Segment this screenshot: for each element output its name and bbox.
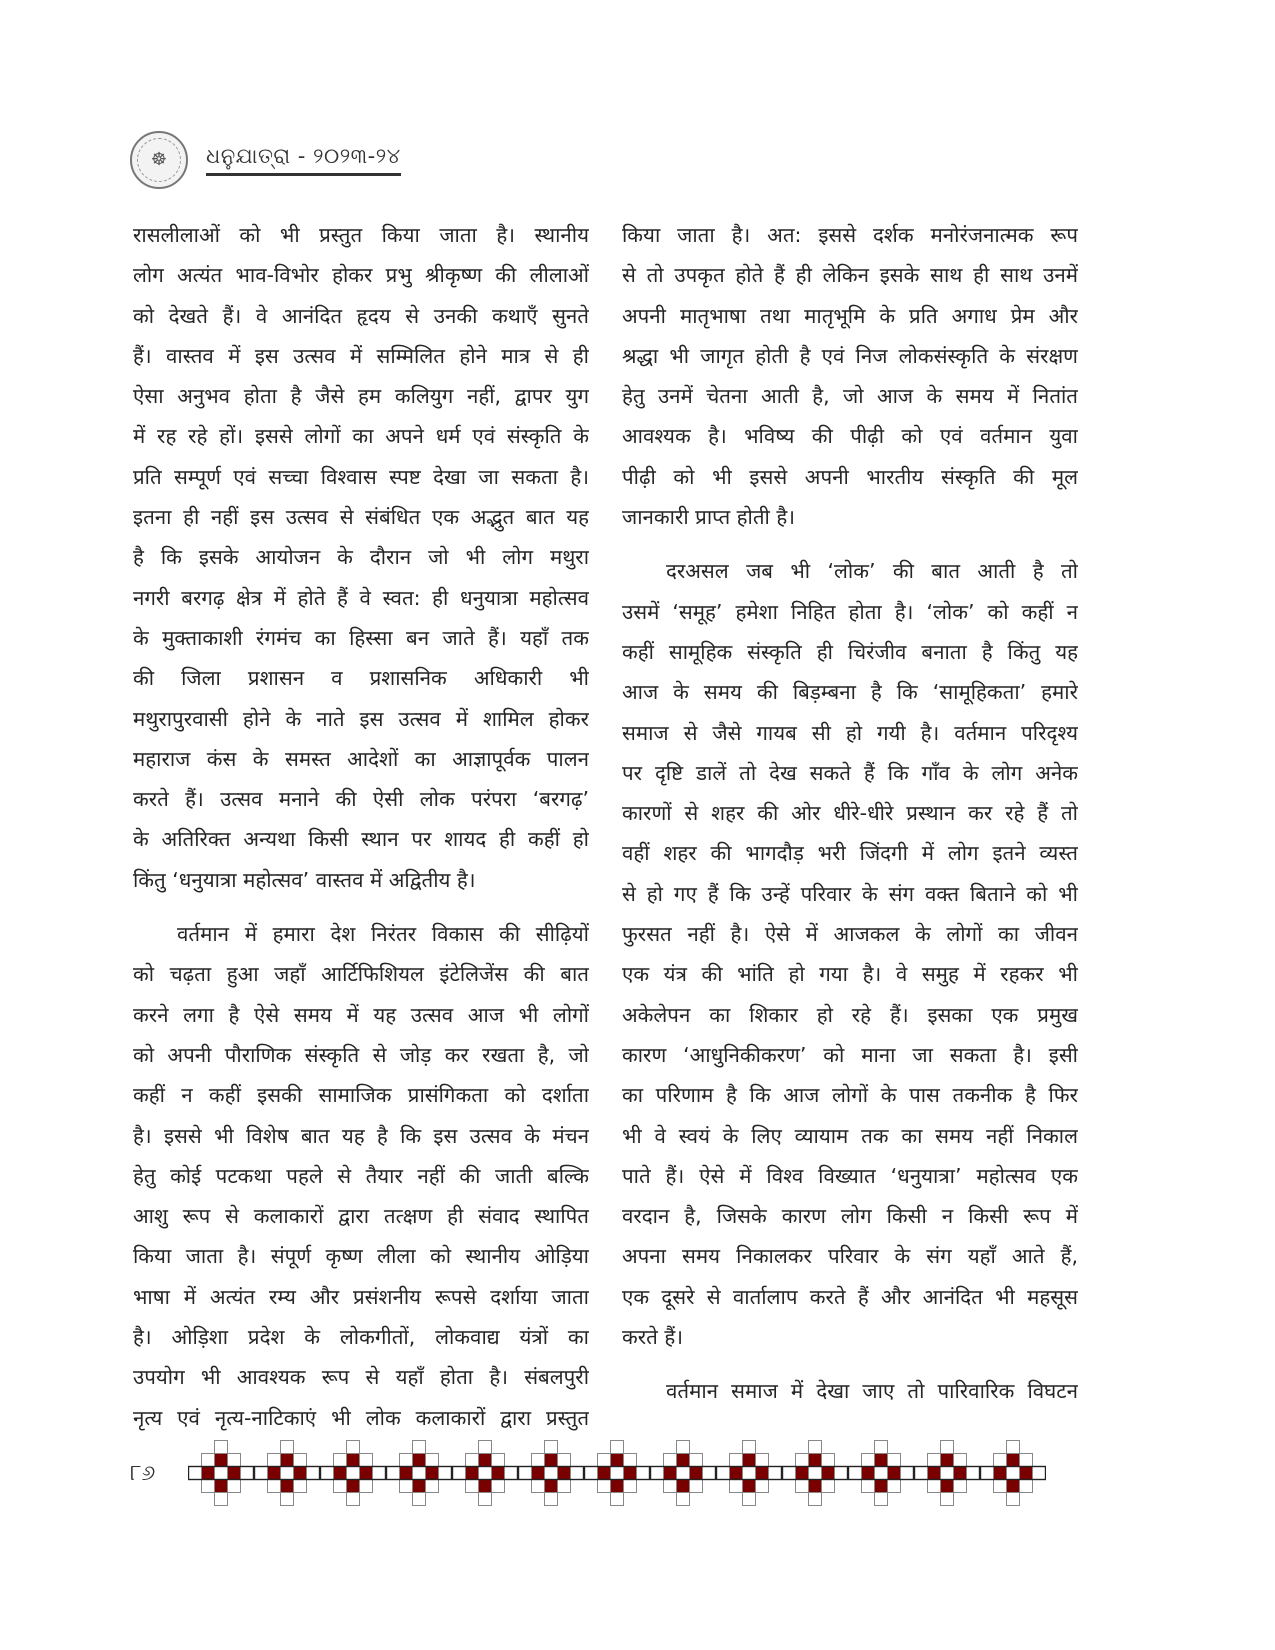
text-line: एक दूसरे से वार्तालाप करते हैं और आनंदित भी महसूस xyxy=(622,1284,1078,1309)
diamond-ornament-icon xyxy=(386,1440,452,1506)
text-line: ऐसा अनुभव होता है जैसे हम कलियुग नहीं, द्वापर युग xyxy=(133,384,589,409)
paragraph xyxy=(133,914,589,1438)
text-line: करते हैं। xyxy=(622,1325,683,1350)
text-line: भी वे स्वयं के लिए व्यायाम तक का समय नहीं निकाल xyxy=(622,1123,1078,1148)
diamond-ornament-icon xyxy=(848,1440,914,1506)
diamond-ornament-icon xyxy=(980,1440,1046,1506)
text-line: को देखते हैं। वे आनंदित हृदय से उनकी कथाएँ सुनते xyxy=(133,303,589,328)
text-line: पाते हैं। ऐसे में विश्व विख्यात ‘धनुयात्रा’ महोत्सव एक xyxy=(622,1163,1078,1188)
paragraph-gap xyxy=(622,537,1078,551)
text-line: के मुक्ताकाशी रंगमंच का हिस्सा बन जाते हैं। यहाँ तक xyxy=(133,625,589,650)
text-line: लोग अत्यंत भाव-विभोर होकर प्रभु श्रीकृष्ण की लीलाओं xyxy=(133,263,589,288)
text-line: उपयोग भी आवश्यक रूप से यहाँ होता है। संबलपुरी xyxy=(133,1365,589,1390)
text-line: करने लगा है ऐसे समय में यह उत्सव आज भी लोगों xyxy=(133,1002,589,1027)
text-line: रासलीलाओं को भी प्रस्तुत किया जाता है। स्थानीय xyxy=(133,223,589,247)
ornamental-border xyxy=(188,1440,1046,1506)
text-line: प्रति सम्पूर्ण एवं सच्चा विश्वास स्पष्ट देखा जा सकता है। xyxy=(133,464,589,489)
paragraph-gap xyxy=(622,1357,1078,1371)
page-number: ୮୬ xyxy=(130,1460,156,1486)
text-line: आवश्यक है। भविष्य की पीढ़ी को एवं वर्तमान युवा xyxy=(622,424,1078,449)
text-line: को चढ़ता हुआ जहाँ आर्टिफिशियल इंटेलिजेंस की बात xyxy=(133,962,589,987)
text-line: पर दृष्टि डालें तो देख सकते हैं कि गाँव के लोग अनेक xyxy=(622,760,1078,785)
diamond-ornament-icon xyxy=(254,1440,320,1506)
text-line: अपनी मातृभाषा तथा मातृभूमि के प्रति अगाध प्रेम और xyxy=(622,303,1078,328)
text-line: एक यंत्र की भांति हो गया है। वे समुह में रहकर भी xyxy=(622,962,1078,987)
text-line: आज के समय की बिड़म्बना है कि ‘सामूहिकता’ हमारे xyxy=(622,680,1078,705)
text-line: नृत्य एवं नृत्य-नाटिकाएं भी लोक कलाकारों द्वारा प्रस्तुत xyxy=(133,1405,589,1430)
diamond-ornament-icon xyxy=(914,1440,980,1506)
text-line: की जिला प्रशासन व प्रशासनिक अधिकारी भी xyxy=(133,666,589,691)
text-line: आशु रूप से कलाकारों द्वारा तत्क्षण ही संवाद स्थापित xyxy=(133,1204,589,1229)
text-line: कारणों से शहर की ओर धीरे-धीरे प्रस्थान कर रहे हैं तो xyxy=(622,801,1078,826)
diamond-ornament-icon xyxy=(584,1440,650,1506)
text-line: भाषा में अत्यंत रम्य और प्रसंशनीय रूपसे दर्शाया जाता xyxy=(133,1284,589,1309)
text-line: नगरी बरगढ़ क्षेत्र में होते हैं वे स्वत: ही धनुयात्रा महोत्सव xyxy=(133,585,589,610)
text-line: है कि इसके आयोजन के दौरान जो भी लोग मथुरा xyxy=(133,545,589,570)
paragraph-gap xyxy=(133,900,589,914)
diamond-ornament-icon xyxy=(188,1440,254,1506)
text-line: वर्तमान में हमारा देश निरंतर विकास की सीढ़ियों xyxy=(177,922,589,947)
page-header xyxy=(130,130,401,190)
text-line: अकेलेपन का शिकार हो रहे हैं। इसका एक प्रमुख xyxy=(622,1002,1078,1027)
text-line: वर्तमान समाज में देखा जाए तो पारिवारिक विघटन xyxy=(666,1379,1078,1404)
text-line: फुरसत नहीं है। ऐसे में आजकल के लोगों का जीवन xyxy=(622,922,1078,947)
text-line: हैं। वास्तव में इस उत्सव में सम्मिलित होने मात्र से ही xyxy=(133,343,589,368)
diamond-ornament-icon xyxy=(320,1440,386,1506)
text-line: दरअसल जब भी ‘लोक’ की बात आती है तो xyxy=(666,559,1078,584)
text-line: उसमें ‘समूह’ हमेशा निहित होता है। ‘लोक’ को कहीं न xyxy=(622,599,1078,624)
text-line: हेतु उनमें चेतना आती है, जो आज के समय में नितांत xyxy=(622,384,1078,409)
text-line: से हो गए हैं कि उन्हें परिवार के संग वक्त बिताने को भी xyxy=(622,881,1078,906)
text-line: कहीं सामूहिक संस्कृति ही चिरंजीव बनाता है किंतु यह xyxy=(622,639,1078,664)
text-line: पीढ़ी को भी इससे अपनी भारतीय संस्कृति की मूल xyxy=(622,464,1078,489)
text-line: है। इससे भी विशेष बात यह है कि इस उत्सव के मंचन xyxy=(133,1123,589,1148)
text-line: इतना ही नहीं इस उत्सव से संबंधित एक अद्भुत बात यह xyxy=(133,505,589,530)
text-line: करते हैं। उत्सव मनाने की ऐसी लोक परंपरा ‘बरगढ़’ xyxy=(133,787,589,812)
text-line: का परिणाम है कि आज लोगों के पास तकनीक है फिर xyxy=(622,1083,1078,1108)
text-line: के अतिरिक्त अन्यथा किसी स्थान पर शायद ही कहीं हो xyxy=(133,827,589,852)
paragraph xyxy=(622,215,1078,537)
diamond-ornament-icon xyxy=(650,1440,716,1506)
text-line: किंतु ‘धनुयात्रा महोत्सव’ वास्तव में अद्वितीय है। xyxy=(133,867,476,892)
article-body xyxy=(133,215,1078,1438)
text-line: वहीं शहर की भागदौड़ भरी जिंदगी में लोग इतने व्यस्त xyxy=(622,841,1078,866)
text-line: कहीं न कहीं इसकी सामाजिक प्रासंगिकता को दर्शाता xyxy=(133,1083,589,1108)
magazine-title: ଧନୁଯାତ୍ରା - ୨୦୨୩-୨୪ xyxy=(206,144,401,176)
text-line: श्रद्धा भी जागृत होती है एवं निज लोकसंस्कृति के संरक्षण xyxy=(622,343,1078,368)
paragraph xyxy=(133,215,589,900)
text-line: कारण ‘आधुनिकीकरण’ को माना जा सकता है। इसी xyxy=(622,1042,1078,1067)
diamond-ornament-icon xyxy=(782,1440,848,1506)
text-line: से तो उपकृत होते हैं ही लेकिन इसके साथ ही साथ उनमें xyxy=(622,263,1078,288)
paragraph xyxy=(622,1371,1078,1411)
right-column xyxy=(622,215,1078,1438)
text-line: है। ओड़िशा प्रदेश के लोकगीतों, लोकवाद्य यंत्रों का xyxy=(133,1325,589,1350)
left-column xyxy=(133,215,589,1438)
text-line: समाज से जैसे गायब सी हो गयी है। वर्तमान परिदृश्य xyxy=(622,720,1078,745)
text-line: वरदान है, जिसके कारण लोग किसी न किसी रूप में xyxy=(622,1204,1078,1229)
text-line: किया जाता है। संपूर्ण कृष्ण लीला को स्थानीय ओड़िया xyxy=(133,1244,589,1269)
text-line: मथुरापुरवासी होने के नाते इस उत्सव में शामिल होकर xyxy=(133,706,589,731)
text-line: में रह रहे हों। इससे लोगों का अपने धर्म एवं संस्कृति के xyxy=(133,424,589,449)
text-line: को अपनी पौराणिक संस्कृति से जोड़ कर रखता है, जो xyxy=(133,1042,589,1067)
text-line: हेतु कोई पटकथा पहले से तैयार नहीं की जाती बल्कि xyxy=(133,1163,589,1188)
paragraph xyxy=(622,551,1078,1357)
page-footer xyxy=(130,1438,1080,1508)
emblem-seal-icon: ☸ xyxy=(130,131,188,189)
diamond-ornament-icon xyxy=(518,1440,584,1506)
text-line: जानकारी प्राप्त होती है। xyxy=(622,505,796,530)
diamond-ornament-icon xyxy=(452,1440,518,1506)
diamond-ornament-icon xyxy=(716,1440,782,1506)
text-line: महाराज कंस के समस्त आदेशों का आज्ञापूर्वक पालन xyxy=(133,746,589,771)
text-line: किया जाता है। अत: इससे दर्शक मनोरंजनात्मक रूप xyxy=(622,223,1078,247)
text-line: अपना समय निकालकर परिवार के संग यहाँ आते हैं, xyxy=(622,1244,1078,1269)
